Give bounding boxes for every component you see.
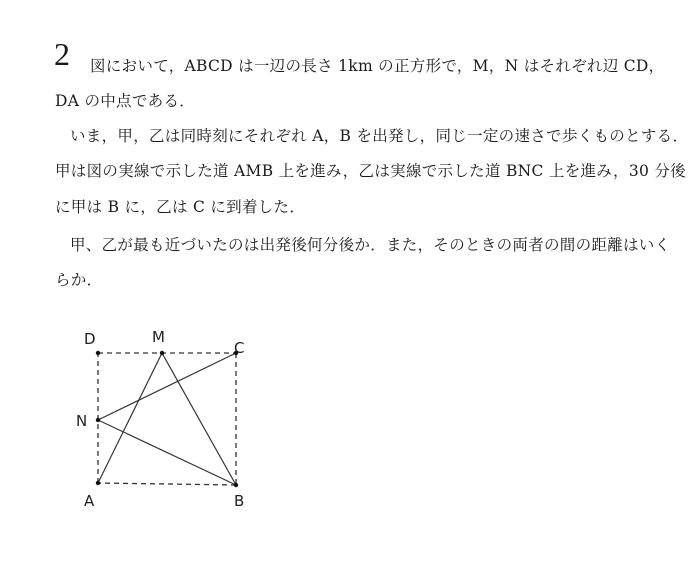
point-M xyxy=(160,351,164,355)
point-A xyxy=(96,481,100,485)
square-diagram xyxy=(60,320,280,520)
point-D xyxy=(96,351,100,355)
problem-line-1: 図において，ABCD は一辺の長さ 1km の正方形で，M，N はそれぞれ辺 CD， xyxy=(90,57,665,75)
side-BA xyxy=(98,483,236,485)
problem-number: 2 xyxy=(54,36,70,72)
problem-line-3: いま，甲，乙は同時刻にそれぞれ A，B を出発し，同じ一定の速さで歩くものとする． xyxy=(70,127,689,145)
problem-line-2: DA の中点である． xyxy=(55,92,196,110)
path-BN xyxy=(98,420,236,485)
label-M: M xyxy=(152,328,165,346)
problem-line-7: らか． xyxy=(55,271,103,289)
path-MB xyxy=(162,353,236,485)
problem-line-4: 甲は図の実線で示した道 AMB 上を進み，乙は実線で示した道 BNC 上を進み，30 分後 xyxy=(55,162,686,180)
label-N: N xyxy=(76,412,88,430)
label-D: D xyxy=(84,330,96,348)
geometry-figure xyxy=(60,320,280,520)
point-B xyxy=(234,483,238,487)
label-C: C xyxy=(234,339,245,357)
problem-line-5: に甲は B に，乙は C に到着した． xyxy=(55,198,306,216)
problem-line-6: 甲、乙が最も近づいたのは出発後何分後か．また，そのときの両者の間の距離はいく xyxy=(70,236,671,254)
path-AM xyxy=(98,353,162,483)
point-N xyxy=(96,418,100,422)
label-A: A xyxy=(84,492,95,510)
label-B: B xyxy=(234,492,245,510)
